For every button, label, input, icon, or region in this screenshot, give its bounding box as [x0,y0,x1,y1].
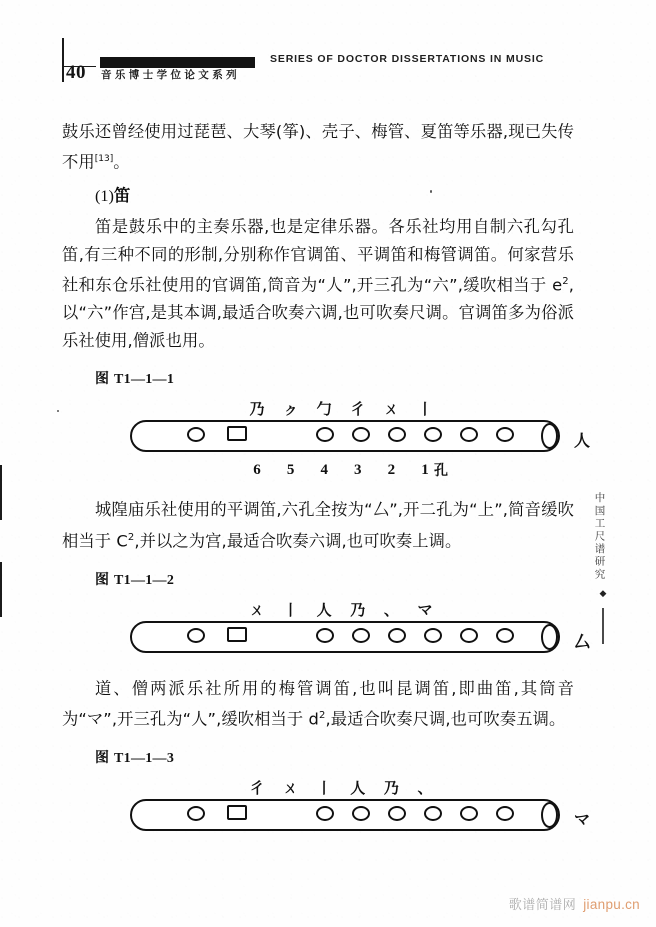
figure-caption-code: T1—1—3 [114,751,175,767]
gongche-note: 彳 [350,400,366,419]
section-heading-dizi [62,182,574,209]
flute-end-note: マ [574,810,591,830]
paragraph-pingdiao-cont: ,并以之为宫,最适合吹奏六调,也可吹奏上调。 [134,531,462,551]
header-vertical-rule [62,38,64,82]
paragraph-instruments-text: 鼓乐还曾经使用过琵琶、大琴(筝)、壳子、梅管、夏笛等乐器,现已失传不用 [62,122,574,171]
side-rule [602,608,604,644]
flute-end-cap [541,624,558,650]
paragraph-pingdiao [62,496,574,554]
figure-caption-code: T1—1—2 [114,572,175,588]
membrane-hole [227,805,247,820]
finger-hole-6 [316,628,334,643]
blow-hole [187,628,205,643]
paragraph-guandiao [62,213,574,354]
flute-diagram-3 [130,799,591,833]
gongche-note-row-1 [246,395,436,417]
gongche-note: ㄨ [283,779,299,798]
figure-caption-code: T1—1—1 [114,372,175,388]
gongche-note: 人 [316,600,332,619]
gongche-note: 乃 [249,400,265,419]
flute-end-note: 人 [574,431,591,451]
pitch-octave-e: 2 [562,276,569,288]
hole-number: 2 [387,461,396,478]
hole-number: 4 [320,461,328,478]
hole-number: 3 [354,461,362,478]
gongche-note: 彳 [249,779,265,798]
flute-end-note: 厶 [574,631,591,651]
series-title-cn: 音乐博士学位论文系列 [101,69,240,81]
membrane-hole [227,426,247,441]
figure-caption-3 [95,747,174,767]
gongche-note-row-2 [246,596,436,618]
figure-meiguan-flute [62,747,591,843]
hole-number: 1 [421,461,429,478]
gongche-note: 丨 [283,600,299,619]
paragraph-meiguan-text: 道、僧两派乐社所用的梅管调笛,也叫昆调笛,即曲笛,其筒音为“マ”,开三孔为“人”,缓吹相当于 d [62,678,574,729]
side-running-head [594,492,612,644]
paragraph-guandiao-text: 笛是鼓乐中的主奏乐器,也是定律乐器。各乐社均用自制六孔勾孔笛,有三种不同的形制,分别称作官调笛、平调笛和梅管调笛。何家营乐社和东仓乐社使用的官调笛,筒音为“人”,开三孔为“六”,缓吹相当于 e [62,217,574,295]
paragraph-instruments [62,118,574,175]
gongche-note: 、 [417,779,433,798]
figure-pingdiao-flute [62,569,591,665]
hole-number-row [246,460,436,480]
finger-hole-5 [352,628,370,643]
section-heading-number: (1) [95,186,114,206]
margin-tick-lower [0,562,2,617]
finger-hole-2 [460,628,478,643]
gongche-note: 丨 [316,779,332,798]
watermark-url: jianpu.cn [583,897,640,912]
figure-caption-2 [95,569,174,589]
section-heading-label: 笛 [113,186,131,206]
watermark-cn: 歌谱简谱网 [508,898,577,913]
figure-caption-label: 图 [95,371,109,388]
gongche-note: 、 [383,600,399,619]
flute-diagram-2 [130,621,591,655]
gongche-note: マ [417,600,433,619]
flute-diagram-1 [130,420,591,454]
diamond-icon: ◆ [599,588,607,599]
finger-hole-1 [496,628,514,643]
margin-tick-upper [0,465,2,520]
scan-speck [57,410,59,412]
paragraph-guandiao-cont: ,以“六”作宫,是其本调,最适合吹奏六调,也可吹奏尺调。官调笛多为俗派乐社使用,僧派也用。 [62,275,574,350]
page-content [62,118,591,853]
figure-guandiao-flute [62,368,591,486]
gongche-note: 人 [350,779,366,798]
figure-caption-label: 图 [95,571,109,588]
footnote-marker: [13] [94,153,114,164]
pitch-octave-c: 2 [127,531,135,543]
paragraph-meiguan [62,675,574,733]
page-number: 40 [66,62,86,83]
gongche-note: ㇰ [283,400,299,419]
paragraph-meiguan-cont: ,最适合吹奏尺调,也可吹奏五调。 [325,709,566,729]
membrane-hole [227,627,247,642]
hole-number: 5 [286,461,295,478]
paragraph-pingdiao-text: 城隍庙乐社使用的平调笛,六孔全按为“厶”,开二孔为“上”,简音缓吹相当于 C [62,500,574,551]
paragraph-instruments-end: 。 [113,151,130,171]
figure-caption-1 [95,368,174,388]
gongche-note: 丨 [417,400,433,419]
gongche-note: ㄨ [383,400,399,419]
gongche-note: 勹 [316,400,332,419]
side-running-head-text: 中国工尺谱研究 [593,492,606,581]
figure-caption-label: 图 [95,750,109,767]
gongche-note: 乃 [350,600,366,619]
hole-unit-label: 孔 [434,463,448,480]
gongche-note-row-3 [246,774,436,796]
hole-number: 6 [253,461,261,478]
site-watermark [509,894,640,913]
finger-hole-3 [424,628,442,643]
finger-hole-4 [388,628,406,643]
gongche-note: 乃 [383,779,399,798]
flute-end-cap [541,802,558,828]
gongche-note: ㄨ [249,600,265,619]
series-title-en: SERIES OF DOCTOR DISSERTATIONS IN MUSIC [270,53,545,65]
pitch-octave-d: 2 [318,710,326,722]
page-header [0,0,656,100]
